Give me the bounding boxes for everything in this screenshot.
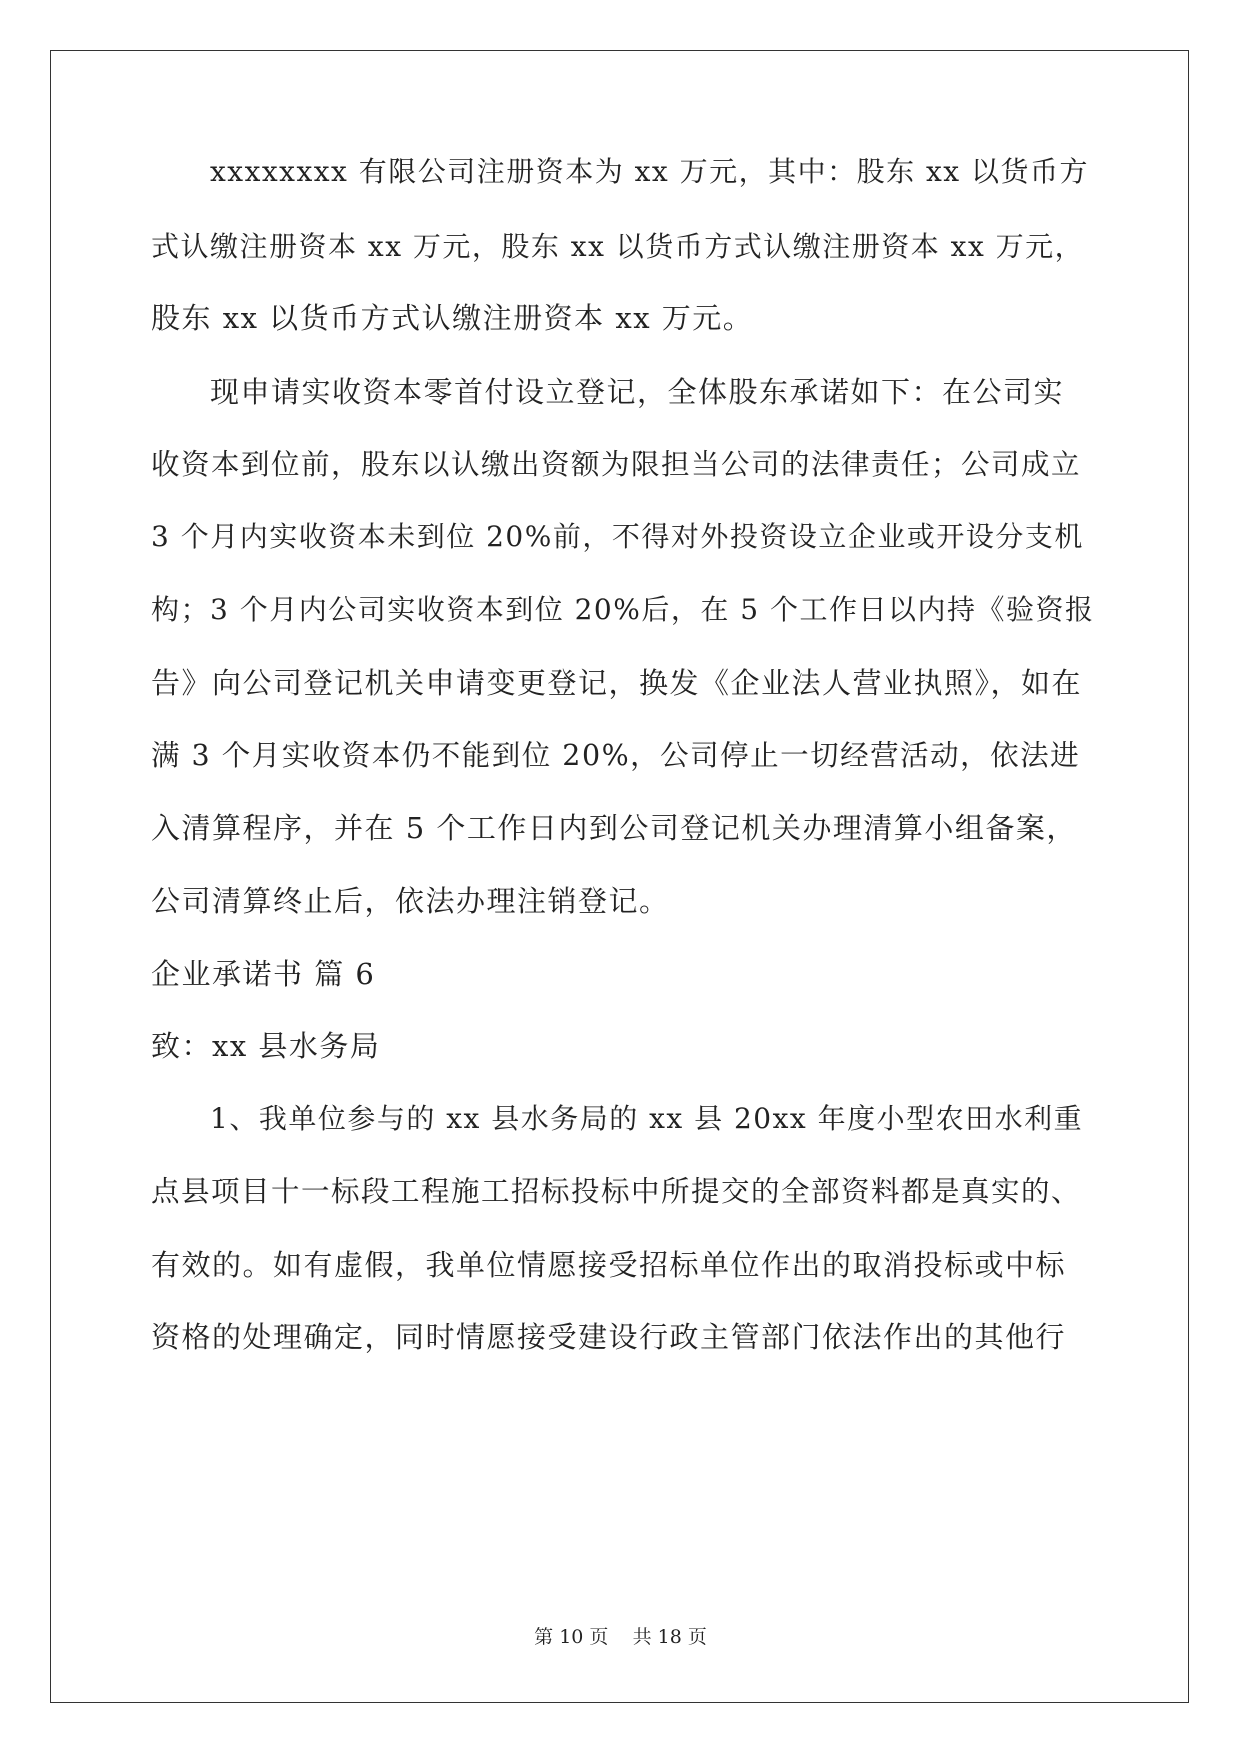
paragraph-2-line-1: 现申请实收资本零首付设立登记，全体股东承诺如下：在公司实 (210, 375, 1065, 409)
paragraph-2-line-5: 告》向公司登记机关申请变更登记，换发《企业法人营业执照》，如在 (151, 666, 1083, 700)
paragraph-3-line-4: 资格的处理确定，同时情愿接受建设行政主管部门依法作出的其他行 (151, 1320, 1067, 1354)
paragraph-1-line-2: 式认缴注册资本 xx 万元，股东 xx 以货币方式认缴注册资本 xx 万元， (151, 230, 1085, 263)
paragraph-2-line-8: 公司清算终止后，依法办理注销登记。 (151, 884, 670, 918)
addressee: 致：xx 县水务局 (151, 1029, 381, 1063)
paragraph-2-line-4: 构；3 个月内公司实收资本到位 20%后，在 5 个工作日以内持《验资报 (151, 593, 1095, 626)
paragraph-1-line-1: xxxxxxxx 有限公司注册资本为 xx 万元，其中：股东 xx 以货币方 (210, 155, 1089, 188)
paragraph-2-line-6: 满 3 个月实收资本仍不能到位 20%，公司停止一切经营活动，依法进 (151, 739, 1081, 772)
paragraph-2-line-3: 3 个月内实收资本未到位 20%前，不得对外投资设立企业或开设分支机 (151, 520, 1084, 553)
paragraph-1-line-3: 股东 xx 以货币方式认缴注册资本 xx 万元。 (151, 301, 754, 335)
paragraph-2-line-2: 收资本到位前，股东以认缴出资额为限担当公司的法律责任；公司成立 (151, 448, 1082, 481)
paragraph-3-line-2: 点县项目十一标段工程施工招标投标中所提交的全部资料都是真实的、 (151, 1175, 1082, 1208)
paragraph-3-line-3: 有效的。如有虚假，我单位情愿接受招标单位作出的取消投标或中标 (151, 1248, 1067, 1282)
paragraph-2-line-7: 入清算程序，并在 5 个工作日内到公司登记机关办理清算小组备案， (151, 811, 1077, 845)
paragraph-3-line-1: 1、我单位参与的 xx 县水务局的 xx 县 20xx 年度小型农田水利重 (210, 1102, 1084, 1135)
section-heading: 企业承诺书 篇 6 (151, 957, 376, 991)
page-number-footer: 第 10 页 共 18 页 (534, 1626, 707, 1648)
